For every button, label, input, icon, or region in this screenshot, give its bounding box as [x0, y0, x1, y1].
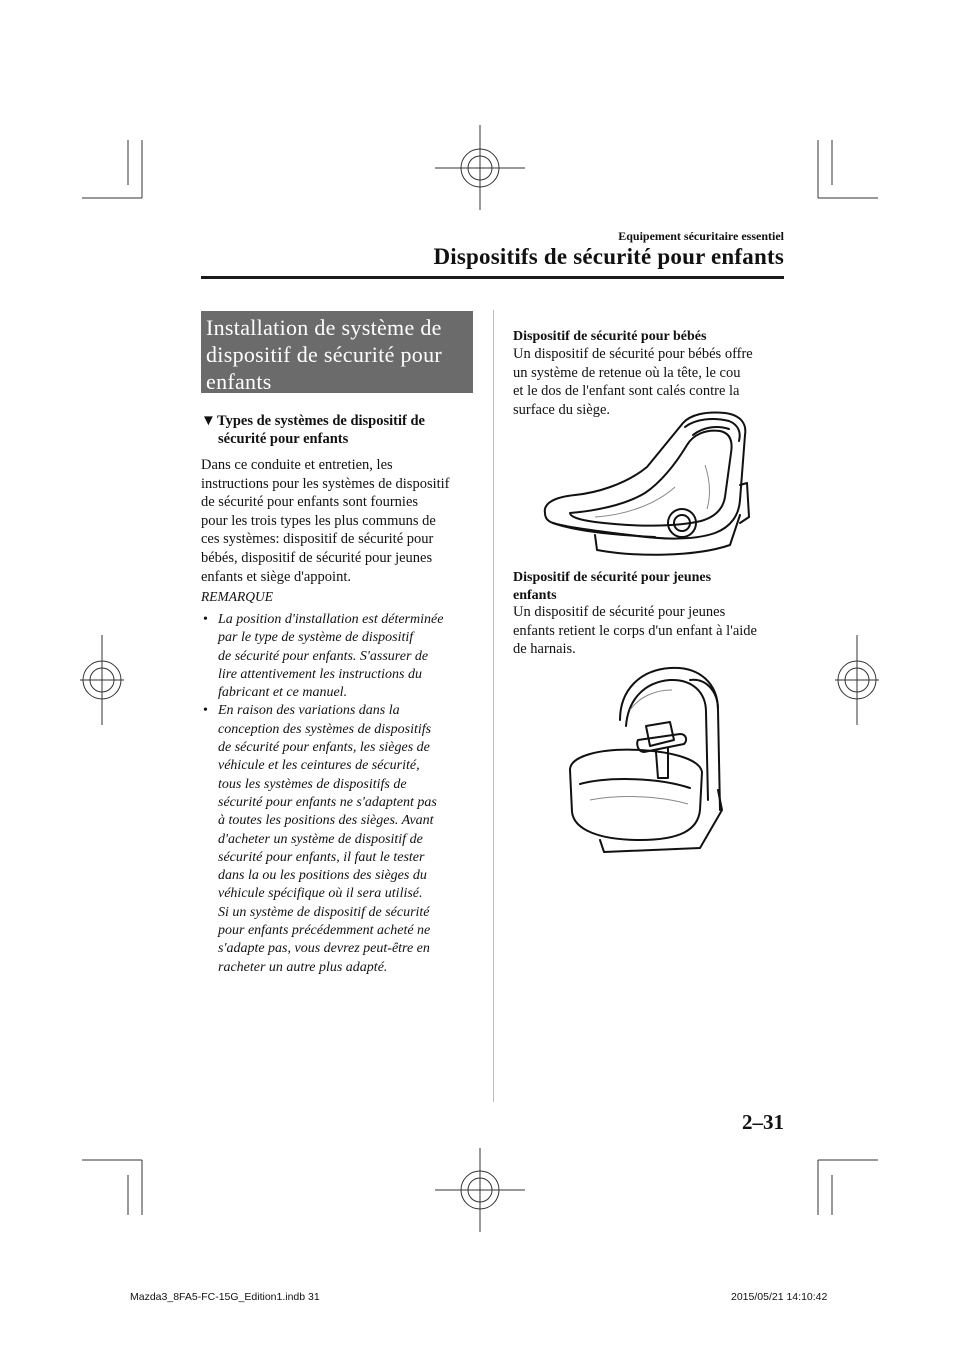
text-line: Si un système de dispositif de sécurité	[218, 904, 430, 920]
note-list	[201, 611, 481, 977]
footer-file: Mazda3_8FA5-FC-15G_Edition1.indb 31	[130, 1291, 320, 1303]
subsection-title-line: Types de systèmes de dispositif de	[217, 413, 425, 429]
text-line: racheter un autre plus adapté.	[218, 959, 388, 975]
bullet-icon: •	[203, 612, 208, 627]
infant-seat-illustration	[535, 405, 775, 560]
heading-line: enfants	[513, 587, 557, 603]
text-line: Dans ce conduite et entretien, les	[201, 457, 393, 473]
text-line: à toutes les positions des sièges. Avant	[218, 813, 434, 829]
text-line: instructions pour les systèmes de dispositif	[201, 475, 450, 492]
subsection-title-line: sécurité pour enfants	[218, 431, 349, 447]
text-line: dans la ou les positions des sièges du	[218, 868, 427, 884]
text-line: et le dos de l'enfant sont calés contre la	[513, 383, 740, 400]
chapter-title: Equipement sécuritaire essentiel	[618, 229, 784, 243]
page-title: Dispositifs de sécurité pour enfants	[433, 244, 784, 269]
text-line: de harnais.	[513, 641, 576, 658]
text-line: fabricant et ce manuel.	[218, 685, 348, 701]
text-line: pour les trois types les plus communs de	[201, 512, 436, 529]
section-title-line: dispositif de sécurité pour	[206, 342, 442, 367]
text-line: véhicule et les ceintures de sécurité,	[218, 758, 420, 774]
triangle-icon: ▼	[201, 413, 216, 429]
list-item	[201, 702, 481, 976]
footer-timestamp: 2015/05/21 14:10:42	[731, 1291, 828, 1303]
list-item	[201, 611, 481, 702]
note-title: REMARQUE	[201, 589, 273, 604]
column-divider	[493, 310, 494, 1102]
infant-seat-heading: Dispositif de sécurité pour bébés	[513, 329, 707, 344]
text-line: pour enfants précédemment acheté ne	[218, 923, 431, 939]
section-title-line: enfants	[206, 369, 272, 394]
text-line: sécurité pour enfants ne s'adaptent pas	[218, 794, 437, 810]
text-line: de sécurité pour enfants, les sièges de	[218, 740, 430, 756]
text-line: tous les systèmes de dispositifs de	[218, 776, 407, 792]
page-number: 2–31	[742, 1110, 784, 1134]
text-line: Un dispositif de sécurité pour jeunes	[513, 604, 726, 620]
text-line: sécurité pour enfants, il faut le tester	[218, 849, 425, 865]
bullet-icon: •	[203, 703, 208, 719]
text-line: s'adapte pas, vous devrez peut-être en	[218, 941, 430, 957]
header-rule	[201, 276, 784, 279]
text-line: Un dispositif de sécurité pour bébés offre	[513, 346, 753, 362]
text-line: surface du siège.	[513, 401, 611, 418]
intro-paragraph	[201, 456, 481, 586]
heading-line: Dispositif de sécurité pour jeunes	[513, 570, 712, 585]
text-line: conception des systèmes de dispositifs	[218, 721, 432, 737]
subsection-heading	[201, 412, 476, 448]
text-line: ces systèmes: dispositif de sécurité pour	[201, 531, 434, 548]
text-line: La position d'installation est déterminée	[218, 612, 444, 627]
text-line: enfants et siège d'appoint.	[201, 568, 351, 585]
text-line: bébés, dispositif de sécurité pour jeunes	[201, 549, 433, 566]
text-line: un système de retenue où la tête, le cou	[513, 364, 741, 381]
text-line: véhicule spécifique où il sera utilisé.	[218, 886, 423, 902]
child-seat-heading	[513, 569, 711, 604]
section-title-box	[201, 311, 473, 393]
text-line: de sécurité pour enfants. S'assurer de	[218, 648, 429, 664]
text-line: d'acheter un système de dispositif de	[218, 831, 423, 847]
text-line: de sécurité pour enfants sont fournies	[201, 494, 419, 511]
child-seat-paragraph	[513, 603, 793, 659]
text-line: enfants retient le corps d'un enfant à l'aide	[513, 622, 757, 639]
section-title-line: Installation de système de	[206, 315, 442, 340]
text-line: lire attentivement les instructions du	[218, 666, 423, 682]
text-line: En raison des variations dans la	[218, 703, 400, 719]
child-seat-illustration	[560, 660, 730, 860]
text-line: par le type de système de dispositif	[218, 630, 414, 646]
